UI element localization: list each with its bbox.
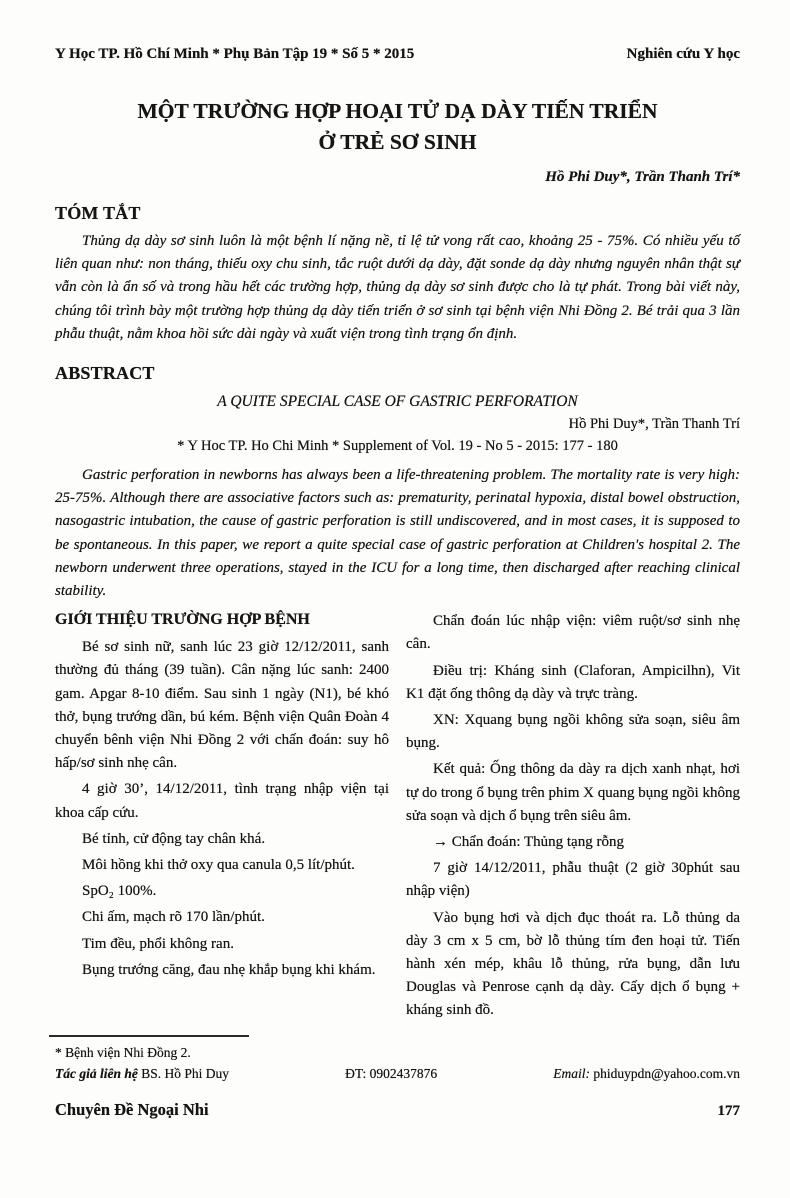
article-authors: Hồ Phi Duy*, Trần Thanh Trí* (545, 169, 740, 185)
case-paragraph: Bụng trướng căng, đau nhẹ khắp bụng khi khám. (82, 961, 376, 978)
case-paragraph: Môi hồng khi thở oxy qua canula 0,5 lít/phút. (82, 857, 355, 874)
footnote-contact (55, 1064, 229, 1083)
footnote-affiliation: * Bệnh viện Nhi Đồng 2. (55, 1044, 191, 1060)
article-title-line1: MỘT TRƯỜNG HỢP HOẠI TỬ DẠ DÀY TIẾN TRIỂN (137, 99, 658, 123)
tom-tat-body: Thủng dạ dày sơ sinh luôn là một bệnh lí nặng nề, tỉ lệ tử vong rất cao, khoảng 25 - 75%. Có nhiều yếu tố liên quan như: non tháng, thiếu oxy chu sinh, tắc ruột dưới dạ dày, đặt sonde dạ dày nhưng nguyên nhân thật sự vẫn còn là ẩn số và trong hầu hết các trường hợp, thủng dạ dày sơ sinh được cho là tự phát. Trong bài viết này, chúng tôi trình bày một trường hợp thủng dạ dày tiến triển ở sơ sinh tại bệnh viện Nhi Đồng 2. Bé trải qua 3 lần phẫu thuật, nằm khoa hồi sức dài ngày và xuất viện trong tình trạng ổn định. (55, 233, 740, 342)
article-title (55, 96, 740, 158)
footer-section-title: Chuyên Đề Ngoại Nhi (55, 1099, 209, 1119)
case-paragraph: SpO₂ 100%. (82, 883, 157, 900)
case-report-columns (55, 610, 740, 1025)
running-head-left: Y Học TP. Hồ Chí Minh * Phụ Bản Tập 19 * Số 5 * 2015 (55, 46, 415, 62)
page-number: 177 (717, 1102, 740, 1119)
abstract-english-title: A QUITE SPECIAL CASE OF GASTRIC PERFORATION (217, 393, 578, 411)
email-address: phiduypdn@yahoo.com.vn (593, 1065, 740, 1081)
abstract-citation: * Y Hoc TP. Ho Chi Minh * Supplement of Vol. 19 - No 5 - 2015: 177 - 180 (177, 438, 618, 455)
case-paragraph: Chẩn đoán lúc nhập viện: viêm ruột/sơ sinh nhẹ cân. (406, 613, 740, 653)
right-column (406, 610, 740, 1025)
footnote-contact-row (55, 1064, 740, 1083)
case-paragraph: Kết quả: Ống thông da dày ra dịch xanh nhạt, hơi tự do trong ổ bụng trên phim X quang bụng ngồi không sửa soạn và dịch ổ bụng trên siêu âm. (406, 761, 740, 824)
left-column (55, 610, 389, 1025)
case-paragraph-diagnosis-arrow: → Chẩn đoán: Thủng tạng rỗng (433, 834, 624, 851)
case-paragraph: Chi ấm, mạch rõ 170 lần/phút. (82, 909, 265, 926)
contact-label: Tác giả liên hệ (55, 1065, 138, 1081)
case-paragraph: Tim đều, phổi không ran. (82, 935, 234, 952)
case-paragraph: 7 giờ 14/12/2011, phẫu thuật (2 giờ 30phút sau nhập viện) (406, 860, 740, 900)
abstract-authors: Hồ Phi Duy*, Trần Thanh Trí (568, 416, 740, 433)
footnote-divider (49, 1035, 249, 1037)
running-head (55, 46, 740, 63)
case-paragraph: 4 giờ 30’, 14/12/2011, tình trạng nhập viện tại khoa cấp cứu. (55, 781, 389, 821)
footnote (55, 1043, 740, 1083)
abstract-heading: ABSTRACT (55, 363, 155, 384)
contact-email (553, 1064, 740, 1083)
case-paragraph: XN: Xquang bụng ngồi không sửa soạn, siêu âm bụng. (406, 712, 740, 752)
contact-name: BS. Hồ Phi Duy (141, 1065, 230, 1081)
tom-tat-heading: TÓM TẮT (55, 203, 141, 223)
abstract-body: Gastric perforation in newborns has always been a life-threatening problem. The mortality rate is very high: 25-75%. Although there are associative factors such as: prematurity, perinatal hypoxia, distal bowel obstruction, nasogastric intubation, the cause of gastric perforation is still undiscovered, and in most cases, it is supposed to be spontaneous. In this paper, we report a quite special case of gastric perforation at Children's hospital 2. The newborn underwent three operations, stayed in the ICU for a long time, then discharged after reaching clinical stability. (55, 467, 740, 600)
case-report-heading: GIỚI THIỆU TRƯỜNG HỢP BỆNH (55, 611, 310, 629)
case-paragraph: Bé sơ sinh nữ, sanh lúc 23 giờ 12/12/2011, sanh thường đủ tháng (39 tuần). Cân nặng lúc sanh: 2400 gam. Apgar 8-10 điểm. Sau sinh 1 ngày (N1), bé khó thở, bụng trướng dần, bú kém. Bệnh viện Quân Đoàn 4 chuyển bênh viện Nhi Đồng 2 với chấn đoán: suy hô hấp/sơ sinh nhẹ cân. (55, 639, 389, 772)
case-paragraph: Điều trị: Kháng sinh (Claforan, Ampicilhn), Vit K1 đặt ống thông dạ dày và trực tràng. (406, 662, 740, 702)
article-title-line2: Ở TRẺ SƠ SINH (318, 130, 477, 154)
page-footer (55, 1100, 740, 1120)
running-head-right: Nghiên cứu Y học (626, 46, 740, 62)
email-label: Email: (553, 1065, 590, 1081)
contact-phone: ĐT: 0902437876 (345, 1065, 438, 1081)
case-paragraph: Vào bụng hơi và dịch đục thoát ra. Lỗ thủng da dày 3 cm x 5 cm, bờ lỗ thủng tím đen hoại tử. Tiến hành xén mép, khâu lỗ thủng, rửa bụng, dẫn lưu Douglas và Penrose cạnh dạ dày. Cấy dịch ổ bụng + kháng sinh đồ. (406, 909, 740, 1019)
case-paragraph: Bé tỉnh, cử động tay chân khá. (82, 830, 266, 847)
